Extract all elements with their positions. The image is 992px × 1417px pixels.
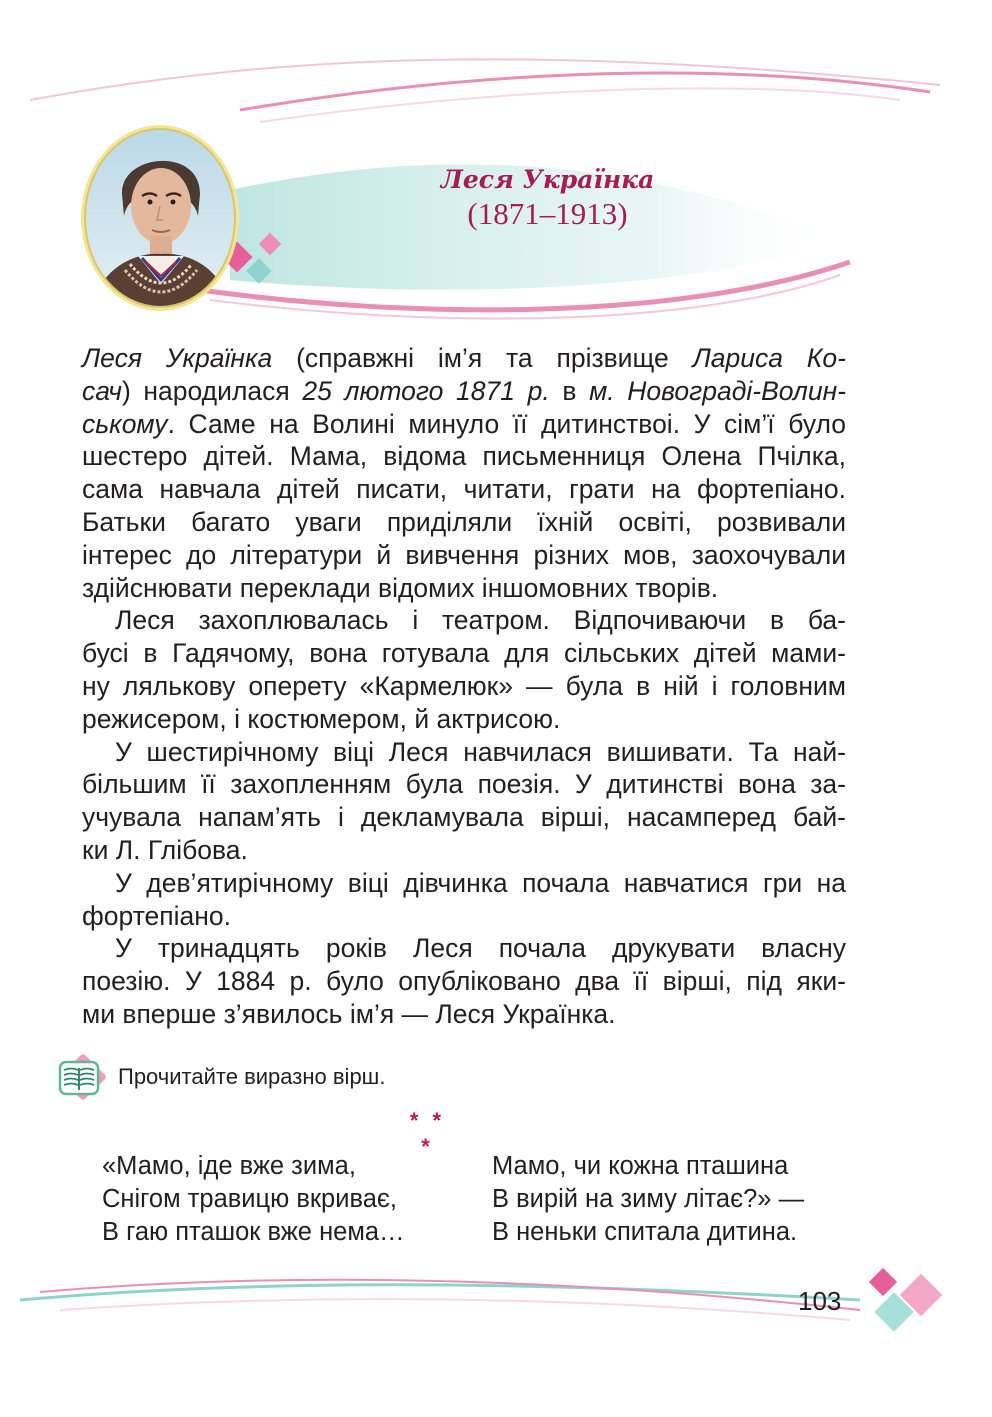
- text-line: [82, 703, 846, 736]
- text-line: [82, 637, 846, 670]
- text-segment: учувала напам’ять і декламувала вірші, насамперед бай-: [82, 802, 846, 833]
- bottom-swoosh: [60, 1299, 850, 1320]
- text-segment: У дев’ятирічному віці дівчинка почала навчатися гри на: [115, 867, 846, 898]
- poem-line: «Мамо, іде вже зима,: [102, 1152, 356, 1180]
- diamond-decoration: [869, 1268, 897, 1296]
- italic-phrase: 25 лютого 1871 р.: [302, 375, 550, 406]
- text-segment: шестеро дітей. Мама, відома письменниця Олена Пчілка,: [82, 441, 846, 472]
- text-segment: сама навчала дітей писати, читати, грати на фортепіано.: [82, 474, 846, 505]
- text-segment: інтерес до літератури й вивчення різних мов, заохочували: [82, 539, 846, 570]
- text-line: [82, 736, 846, 769]
- text-segment: У шестирічному віці Леся навчилася вишивати. Та най-: [115, 736, 846, 767]
- text-line: [82, 473, 846, 506]
- text-segment: бусі в Гадячому, вона готувала для сільських дітей мами-: [82, 638, 846, 669]
- title-block: [400, 164, 695, 232]
- task-instruction: Прочитайте виразно вірш.: [118, 1064, 386, 1089]
- text-line: [82, 768, 846, 801]
- task-block: [50, 1048, 550, 1108]
- poem-stars: * * *: [409, 1108, 446, 1159]
- life-years: (1871–1913): [467, 196, 628, 231]
- text-line: [82, 375, 846, 408]
- poem-left-column: [102, 1150, 405, 1249]
- text-line: [82, 539, 846, 572]
- page-number: 103: [798, 1286, 842, 1316]
- poem-line: В гаю пташок вже нема…: [102, 1218, 405, 1246]
- poem-line: В вирій на зиму літає?» —: [492, 1185, 805, 1213]
- text-line: [82, 408, 846, 441]
- text-segment: режисером, і костюмером, й актрисою.: [82, 703, 561, 734]
- text-segment: ки Л. Глібова.: [82, 834, 248, 865]
- text-line: [82, 998, 846, 1031]
- text-line: [82, 801, 846, 834]
- poem-line: Снігом травицю вкриває,: [102, 1185, 398, 1213]
- italic-phrase: ському: [82, 408, 168, 439]
- page-title: Леся Українка: [440, 165, 655, 194]
- text-line: [82, 342, 846, 375]
- text-segment: поезію. У 1884 р. було опубліковано два її вірші, під яки-: [82, 966, 846, 997]
- text-line: [82, 932, 846, 965]
- text-line: [82, 670, 846, 703]
- text-segment: в: [549, 375, 590, 406]
- text-segment: У тринадцять років Леся почала друкувати власну: [115, 933, 846, 964]
- text-segment: фортепіано.: [82, 900, 231, 931]
- text-segment: . Саме на Волині минуло її дитинствоі. У сім’ї було: [167, 408, 846, 439]
- open-book-icon: [50, 1048, 110, 1108]
- italic-phrase: м. Новограді-Волин-: [589, 375, 846, 406]
- text-line: [82, 604, 846, 637]
- text-line: [82, 572, 846, 605]
- poem-line: Мамо, чи кожна пташина: [492, 1152, 789, 1180]
- portrait-image: [80, 124, 240, 312]
- text-segment: ) народилася: [121, 375, 303, 406]
- text-segment: Леся захоплювалась і театром. Відпочиваючи в ба-: [115, 605, 846, 636]
- biography-text: [82, 342, 846, 1031]
- text-segment: ми вперше з’явилось ім’я — Леся Українка.: [82, 998, 616, 1029]
- text-line: [82, 506, 846, 539]
- italic-phrase: Лариса Ко-: [692, 343, 846, 373]
- poem-line: В неньки спитала дитина.: [492, 1218, 798, 1246]
- text-line: [82, 834, 846, 867]
- text-segment: ну лялькову оперету «Кармелюк» — була в ній і головним: [82, 670, 846, 701]
- text-segment: більшим її захопленням була поезія. У дитинстві вона за-: [82, 769, 846, 800]
- text-segment: (справжні ім’я та прізвище: [272, 343, 693, 373]
- text-line: [82, 965, 846, 998]
- poem-right-column: [492, 1150, 804, 1249]
- italic-phrase: Леся Українка: [82, 343, 273, 373]
- text-segment: здійснювати переклади відомих іншомовних творів.: [82, 572, 719, 603]
- text-line: [82, 867, 846, 900]
- text-line: [82, 440, 846, 473]
- text-segment: Батьки багато уваги приділяли їхній освіті, розвивали: [82, 506, 846, 537]
- italic-phrase: сач: [82, 375, 122, 406]
- text-line: [82, 900, 846, 933]
